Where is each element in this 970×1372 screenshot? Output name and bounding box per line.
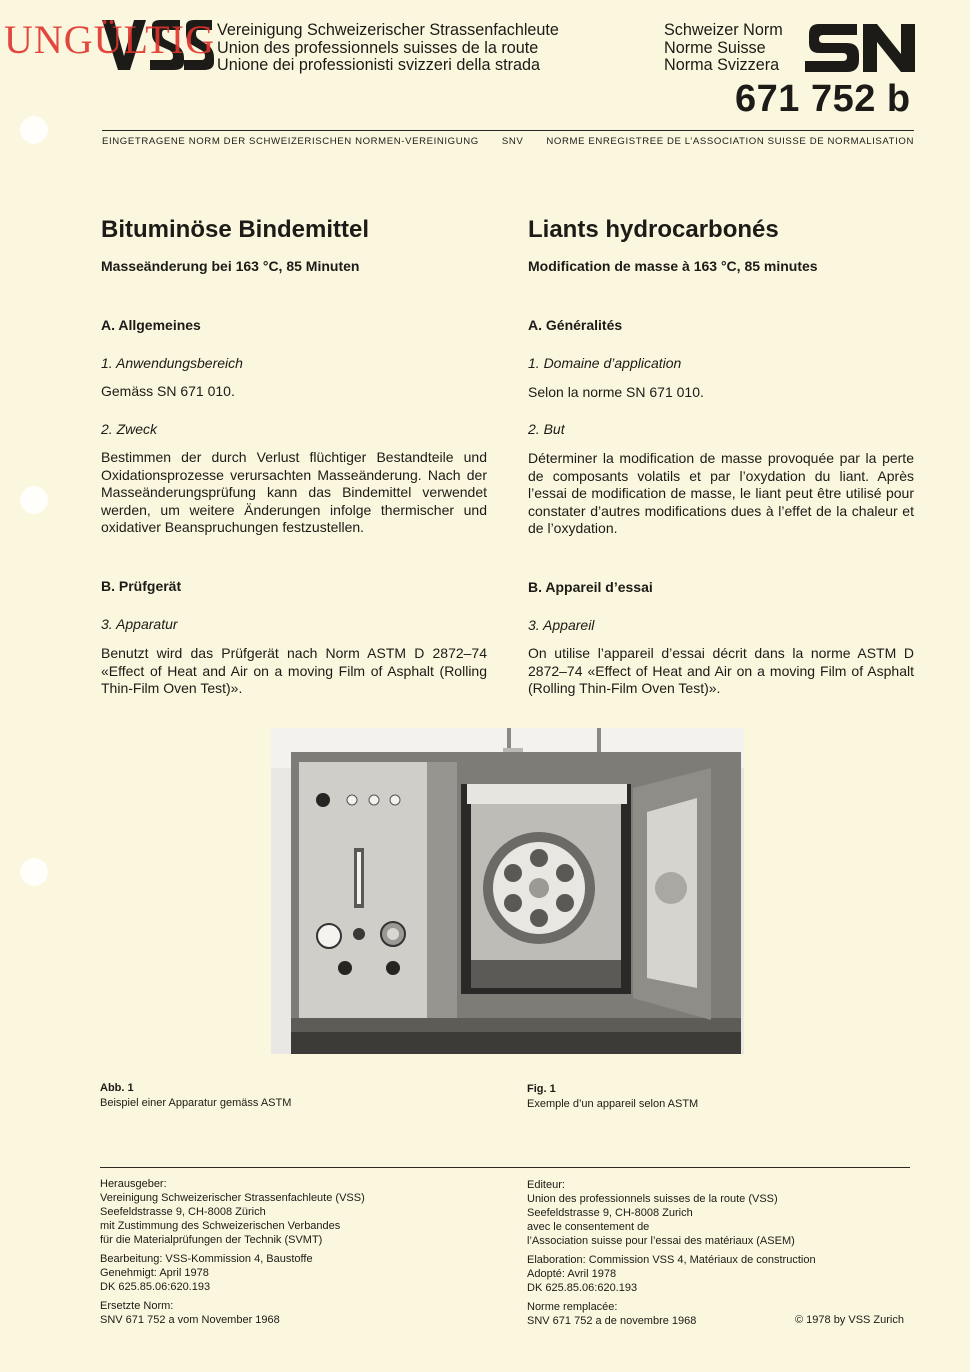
s3-heading-fr: 3. Appareil <box>528 617 595 633</box>
publisher-line: Seefeldstrasse 9, CH-8008 Zurich <box>527 1207 693 1219</box>
section-b-heading-de: B. Prüfgerät <box>101 578 182 594</box>
figure-caption-fr <box>527 1082 907 1112</box>
org-name-it: Unione dei professionisti svizzeri della strada <box>217 56 541 74</box>
norm-label-fr: Norme Suisse <box>664 38 766 57</box>
editing-line: Elaboration: Commission VSS 4, Matériaux de construction <box>527 1254 816 1266</box>
copyright: © 1978 by VSS Zurich <box>795 1314 904 1326</box>
editing-line: DK 625.85.06:620.193 <box>527 1282 638 1294</box>
publisher-line: Union des professionnels suisses de la route (VSS) <box>527 1193 778 1205</box>
replaced-norm-fr: SNV 671 752 a de novembre 1968 <box>527 1315 697 1327</box>
norm-label-de: Schweizer Norm <box>664 21 783 39</box>
editing-line: DK 625.85.06:620.193 <box>100 1281 211 1293</box>
figure-text-fr: Exemple d’un appareil selon ASTM <box>527 1098 699 1110</box>
editing-line: Adopté: Avril 1978 <box>527 1268 617 1280</box>
publisher-line: Vereinigung Schweizerischer Strassenfachleute (VSS) <box>100 1192 365 1204</box>
s2-text-fr: Déterminer la modification de masse provoquée par la perte de composants volatils et par l’oxydation du liant. Après l’essai de modification de masse, le liant peut être utilisé pour constater d’autres modifications dues à l’effet de la chaleur et de l’oxydation. <box>528 450 914 536</box>
replaced-label-de: Ersetzte Norm: <box>100 1300 174 1312</box>
publisher-line: mit Zustimmung des Schweizerischen Verbandes <box>100 1220 341 1232</box>
org-name-fr: Union des professionnels suisses de la route <box>217 38 539 57</box>
organization-names <box>217 22 559 75</box>
section-a-heading-de: A. Allgemeines <box>101 317 201 333</box>
editing-line: Bearbeitung: VSS-Kommission 4, Baustoffe <box>100 1253 313 1265</box>
registration-de: EINGETRAGENE NORM DER SCHWEIZERISCHEN NORMEN-VEREINIGUNG <box>102 136 479 147</box>
s1-heading-de: 1. Anwendungsbereich <box>101 355 243 371</box>
subtitle-de: Masseänderung bei 163 °C, 85 Minuten <box>101 258 360 274</box>
section-a-heading-fr: A. Généralités <box>528 317 623 333</box>
title-fr: Liants hydrocarbonés <box>528 216 779 243</box>
sn-logo <box>805 24 915 72</box>
s1-text-de: Gemäss SN 671 010. <box>101 383 235 399</box>
figure-caption-de <box>100 1081 480 1111</box>
registration-line <box>102 136 914 147</box>
editing-line: Genehmigt: April 1978 <box>100 1267 209 1279</box>
punch-hole <box>20 858 48 886</box>
publisher-line: avec le consentement de <box>527 1221 650 1233</box>
footer-fr <box>527 1178 927 1328</box>
registration-fr: NORME ENREGISTREE DE L’ASSOCIATION SUISSE DE NORMALISATION <box>546 136 914 147</box>
invalid-stamp: UNGÜLTIG <box>4 17 215 62</box>
s3-text-de: Benutzt wird das Prüfgerät nach Norm ASTM D 2872–74 «Effect of Heat and Air on a moving Film of Asphalt (Rolling Thin-Film Oven Test)». <box>101 645 487 696</box>
s2-heading-de: 2. Zweck <box>101 421 158 437</box>
publisher-block-fr <box>527 1178 927 1248</box>
editing-block-de <box>100 1252 500 1294</box>
replaced-label-fr: Norme remplacée: <box>527 1301 618 1313</box>
editing-block-fr <box>527 1253 927 1295</box>
footer-rule <box>100 1167 910 1168</box>
publisher-line: l’Association suisse pour l’essai des matériaux (ASEM) <box>527 1235 795 1247</box>
s3-text-fr: On utilise l’appareil d’essai décrit dans la norme ASTM D 2872–74 «Effect of Heat and Air on a moving Film of Asphalt (Rolling Thin-Film Oven Test)». <box>528 645 914 696</box>
publisher-line: Seefeldstrasse 9, CH-8008 Zürich <box>100 1206 266 1218</box>
header-rule <box>102 130 914 131</box>
s2-text-de: Bestimmen der durch Verlust flüchtiger Bestandteile und Oxidationsprozesse verursachten Masseänderung. Nach der Masseänderungsprüfung kann das Bindemittel verwendet werden, um weitere Änderungen infolge thermischer und oxidativer Beanspruchungen festzustellen. <box>101 449 487 535</box>
swiss-norm-label <box>664 22 783 75</box>
s1-heading-fr: 1. Domaine d’application <box>528 355 682 371</box>
norm-label-it: Norma Svizzera <box>664 56 780 74</box>
replaced-norm-de: SNV 671 752 a vom November 1968 <box>100 1314 280 1326</box>
publisher-label-de: Herausgeber: <box>100 1178 167 1190</box>
figure-label-de: Abb. 1 <box>100 1082 134 1094</box>
footer-de <box>100 1177 500 1327</box>
section-b-heading-fr: B. Appareil d’essai <box>528 579 653 595</box>
figure-label-fr: Fig. 1 <box>527 1083 556 1095</box>
s3-heading-de: 3. Apparatur <box>101 616 178 632</box>
title-de: Bituminöse Bindemittel <box>101 216 370 243</box>
publisher-line: für die Materialprüfungen der Technik (SVMT) <box>100 1234 323 1246</box>
s1-text-fr: Selon la norme SN 671 010. <box>528 384 704 400</box>
apparatus-photo <box>271 728 744 1054</box>
registration-snv: SNV <box>501 136 524 147</box>
punch-hole <box>20 486 48 514</box>
norm-number: 671 752 b <box>735 78 911 120</box>
org-name-de: Vereinigung Schweizerischer Strassenfachleute <box>217 21 559 39</box>
s2-heading-fr: 2. But <box>528 421 565 437</box>
publisher-block-de <box>100 1177 500 1247</box>
figure-text-de: Beispiel einer Apparatur gemäss ASTM <box>100 1097 292 1109</box>
replaced-block-de <box>100 1299 500 1327</box>
punch-hole <box>20 116 48 144</box>
subtitle-fr: Modification de masse à 163 °C, 85 minutes <box>528 258 818 274</box>
publisher-label-fr: Editeur: <box>527 1179 565 1191</box>
